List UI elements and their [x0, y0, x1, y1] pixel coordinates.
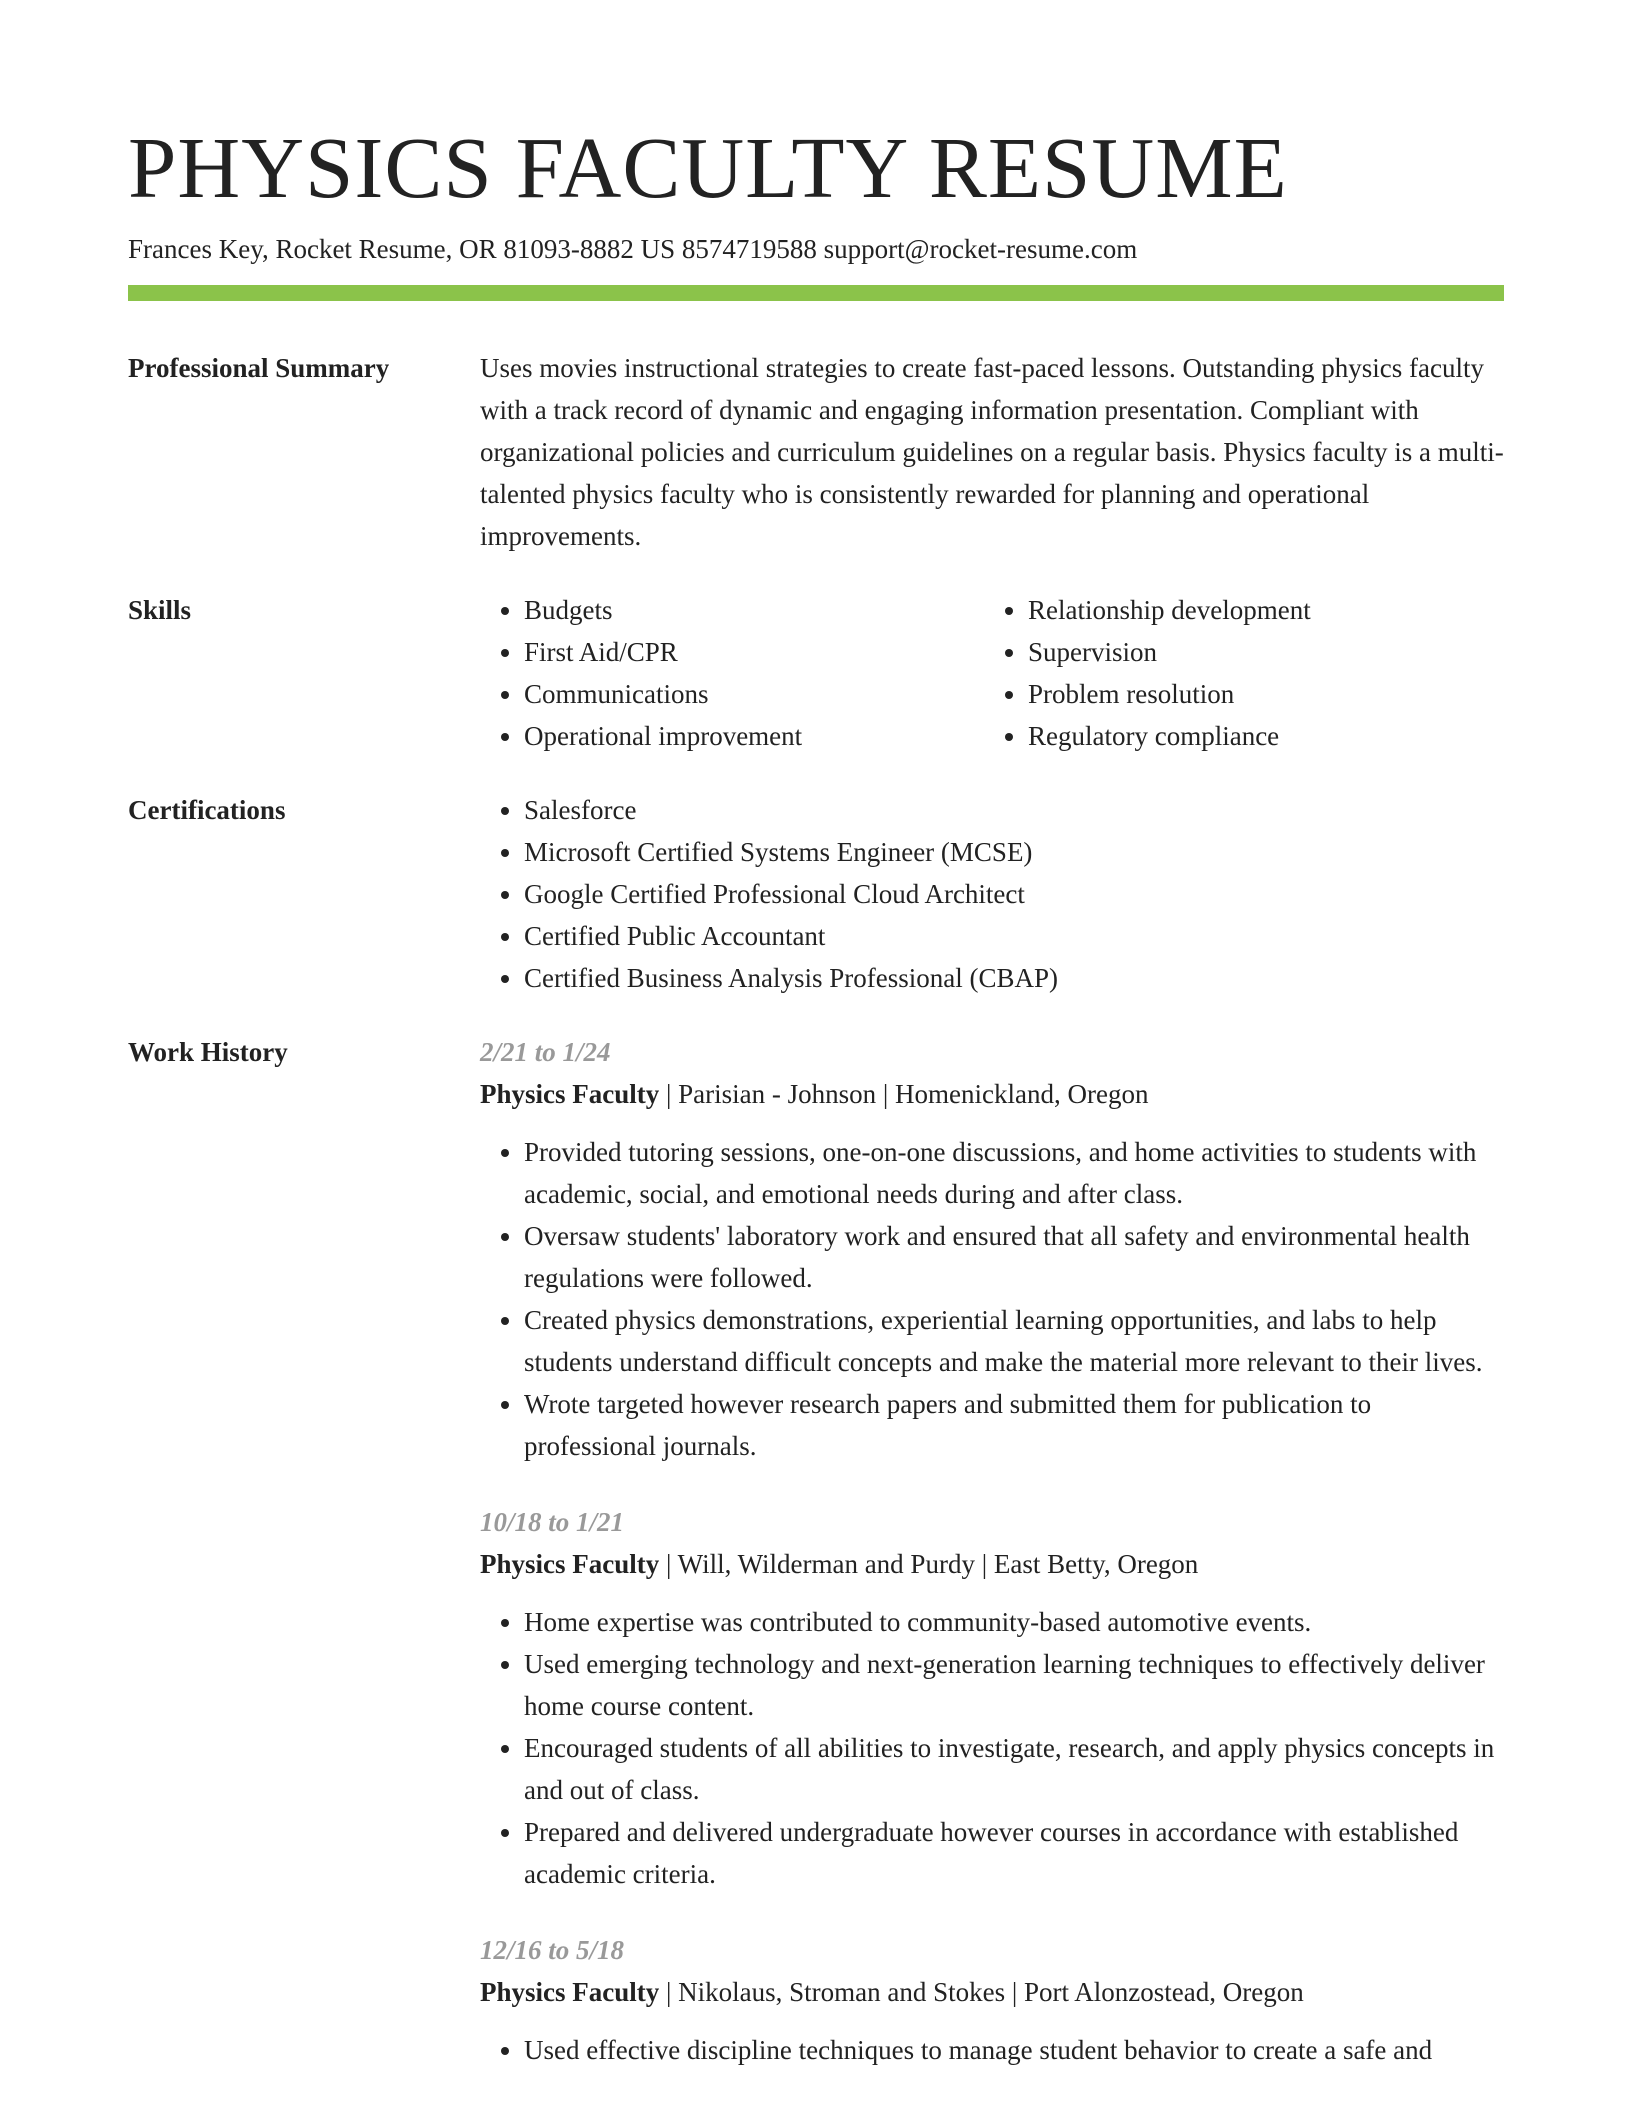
- accent-divider: [128, 285, 1504, 301]
- job-details: | Parisian - Johnson | Homenickland, Oregon: [659, 1079, 1149, 1109]
- job-details: | Nikolaus, Stroman and Stokes | Port Alonzostead, Oregon: [659, 1977, 1304, 2007]
- skill-item: • Communications: [524, 673, 984, 715]
- job-heading: [480, 1543, 1504, 1585]
- skills-column-left: [480, 589, 984, 757]
- job-bullets: [480, 1601, 1504, 1895]
- job-bullet: • Created physics demonstrations, experiential learning opportunities, and labs to help students understand difficult concepts and make the material more relevant to their lives.: [524, 1299, 1504, 1383]
- summary-body: [480, 347, 1504, 557]
- work-history-label: Work History: [128, 1037, 288, 1067]
- job-title: Physics Faculty: [480, 1977, 660, 2007]
- job-entry: [480, 1031, 1504, 1467]
- job-details: | Will, Wilderman and Purdy | East Betty, Oregon: [659, 1549, 1199, 1579]
- job-dates: 10/18 to 1/21: [480, 1507, 625, 1537]
- job-heading: [480, 1971, 1504, 2013]
- skill-item: • Budgets: [524, 589, 984, 631]
- job-dates: 12/16 to 5/18: [480, 1935, 625, 1965]
- job-bullet: • Home expertise was contributed to community-based automotive events.: [524, 1601, 1504, 1643]
- certification-item: • Google Certified Professional Cloud Architect: [524, 873, 1504, 915]
- job-bullet: • Encouraged students of all abilities to investigate, research, and apply physics concepts in and out of class.: [524, 1727, 1504, 1811]
- skills-body: [480, 589, 1504, 757]
- skill-item: • Regulatory compliance: [1028, 715, 1488, 757]
- skill-item: • Problem resolution: [1028, 673, 1488, 715]
- job-heading: [480, 1073, 1504, 1115]
- job-bullet: • Oversaw students' laboratory work and ensured that all safety and environmental health regulations were followed.: [524, 1215, 1504, 1299]
- job-entry: [480, 1929, 1504, 2071]
- job-bullets: [480, 2029, 1504, 2071]
- certifications-body: [480, 789, 1504, 999]
- summary-label: Professional Summary: [128, 353, 390, 383]
- certification-item: • Certified Business Analysis Professional (CBAP): [524, 957, 1504, 999]
- certification-item: • Microsoft Certified Systems Engineer (MCSE): [524, 831, 1504, 873]
- job-title: Physics Faculty: [480, 1079, 660, 1109]
- job-bullet: • Prepared and delivered undergraduate however courses in accordance with established academic criteria.: [524, 1811, 1504, 1895]
- job-bullet: • Used emerging technology and next-generation learning techniques to effectively deliver home course content.: [524, 1643, 1504, 1727]
- job-bullet: • Used effective discipline techniques to manage student behavior to create a safe and: [524, 2029, 1504, 2071]
- job-entry: [480, 1501, 1504, 1895]
- page-title: PHYSICS FACULTY RESUME: [128, 119, 1288, 216]
- job-title: Physics Faculty: [480, 1549, 660, 1579]
- work-history-body: [480, 1031, 1504, 2105]
- job-dates: 2/21 to 1/24: [480, 1037, 611, 1067]
- skills-label: Skills: [128, 595, 192, 625]
- job-bullet: • Wrote targeted however research papers and submitted them for publication to professional journals.: [524, 1383, 1504, 1467]
- job-bullet: • Provided tutoring sessions, one-on-one discussions, and home activities to students with academic, social, and emotional needs during and after class.: [524, 1131, 1504, 1215]
- certification-item: • Salesforce: [524, 789, 1504, 831]
- skill-item: • Relationship development: [1028, 589, 1488, 631]
- summary-text: Uses movies instructional strategies to create fast-paced lessons. Outstanding physics faculty with a track record of dynamic and engaging information presentation. Compliant with organizational policies and curriculum guidelines on a regular basis. Physics faculty is a multi-talented physics faculty who is consistently rewarded for planning and operational improvements.: [480, 353, 1504, 551]
- skill-item: • First Aid/CPR: [524, 631, 984, 673]
- job-bullets: [480, 1131, 1504, 1467]
- certification-item: • Certified Public Accountant: [524, 915, 1504, 957]
- skills-column-right: [984, 589, 1488, 757]
- contact-line: Frances Key, Rocket Resume, OR 81093-8882 US 8574719588 support@rocket-resume.com: [128, 234, 1138, 264]
- skill-item: • Supervision: [1028, 631, 1488, 673]
- skill-item: • Operational improvement: [524, 715, 984, 757]
- certifications-label: Certifications: [128, 795, 286, 825]
